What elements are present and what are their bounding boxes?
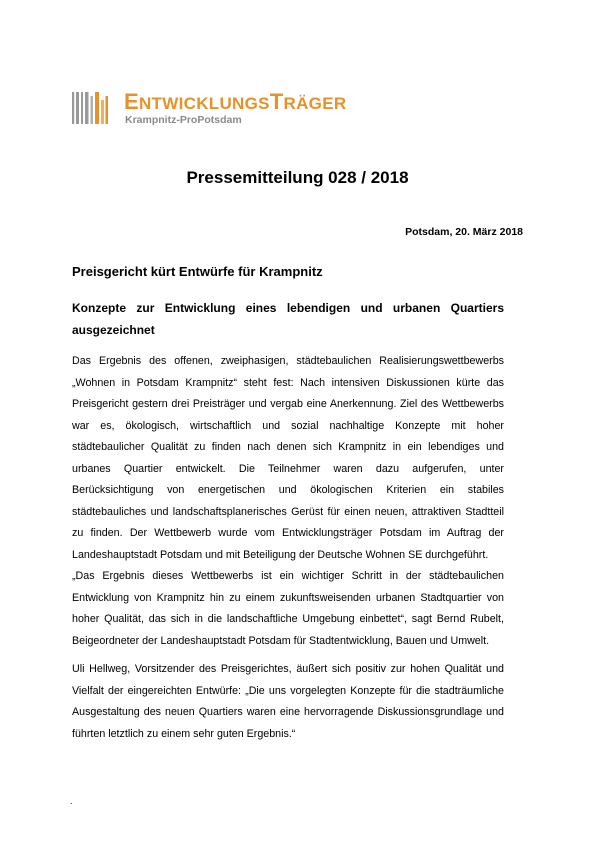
logo-bars-icon xyxy=(72,92,108,124)
headline: Preisgericht kürt Entwürfe für Krampnitz xyxy=(72,264,323,279)
footer-mark: . xyxy=(70,796,73,806)
logo-title: ENTWICKLUNGSTRÄGER xyxy=(124,89,347,114)
entwicklungstraeger-logo xyxy=(72,89,392,131)
paragraph-quote-hellweg: Uli Hellweg, Vorsitzender des Preisgerichtes, äußert sich positiv zur hohen Qualität und Vielfalt der eingereichten Entwürfe: „Die uns vorgelegten Konzepte für die stadträumliche Ausgestaltung des neuen Quartiers waren eine hervorragende Diskussionsgrundlage und führten letztlich zu einem sehr guten Ergebnis.“ xyxy=(72,663,504,740)
release-date: Potsdam, 20. März 2018 xyxy=(405,226,523,238)
paragraph-intro: Das Ergebnis des offenen, zweiphasigen, städtebaulichen Realisierungswettbewerbs „Wohnen in Potsdam Krampnitz“ steht fest: Nach intensiven Diskussionen kürte das Preisgericht gestern drei Preisträger und vergab eine Anerkennung. Ziel des Wettbewerbs war es, ökologisch, wirtschaftlich und sozial nachhaltige Konzepte mit hoher städtebaulicher Qualität zu finden nach denen sich Krampnitz in ein lebendiges und urbanes Quartier entwickelt. Die Teilnehmer waren dazu aufgerufen, unter Berücksichtigung von energetischen und ökologischen Kriterien ein stabiles städtebauliches und landschaftsplanerisches Gerüst für einen neuen, attraktiven Stadtteil zu finden. Der Wettbewerb wurde vom Entwicklungsträger Potsdam im Auftrag der Landeshauptstadt Potsdam und mit Beteiligung der Deutsche Wohnen SE durchgeführt. xyxy=(72,355,504,561)
paragraph-quote-rubelt: „Das Ergebnis dieses Wettbewerbs ist ein wichtiger Schritt in der städtebaulichen Entwicklung von Krampnitz hin zu einem zukunftsweisenden urbanen Stadtquartier von hoher Qualität, das sich in die landschaftliche Umgebung einbettet“, sagt Bernd Rubelt, Beigeordneter der Landeshauptstadt Potsdam für Stadtentwicklung, Bauen und Umwelt. xyxy=(72,570,504,647)
logo-subtitle: Krampnitz-ProPotsdam xyxy=(125,114,242,126)
press-release-title: Pressemitteilung 028 / 2018 xyxy=(186,168,409,187)
subheadline: Konzepte zur Entwicklung eines lebendigen und urbanen Quartiers ausgezeichnet xyxy=(72,301,504,337)
